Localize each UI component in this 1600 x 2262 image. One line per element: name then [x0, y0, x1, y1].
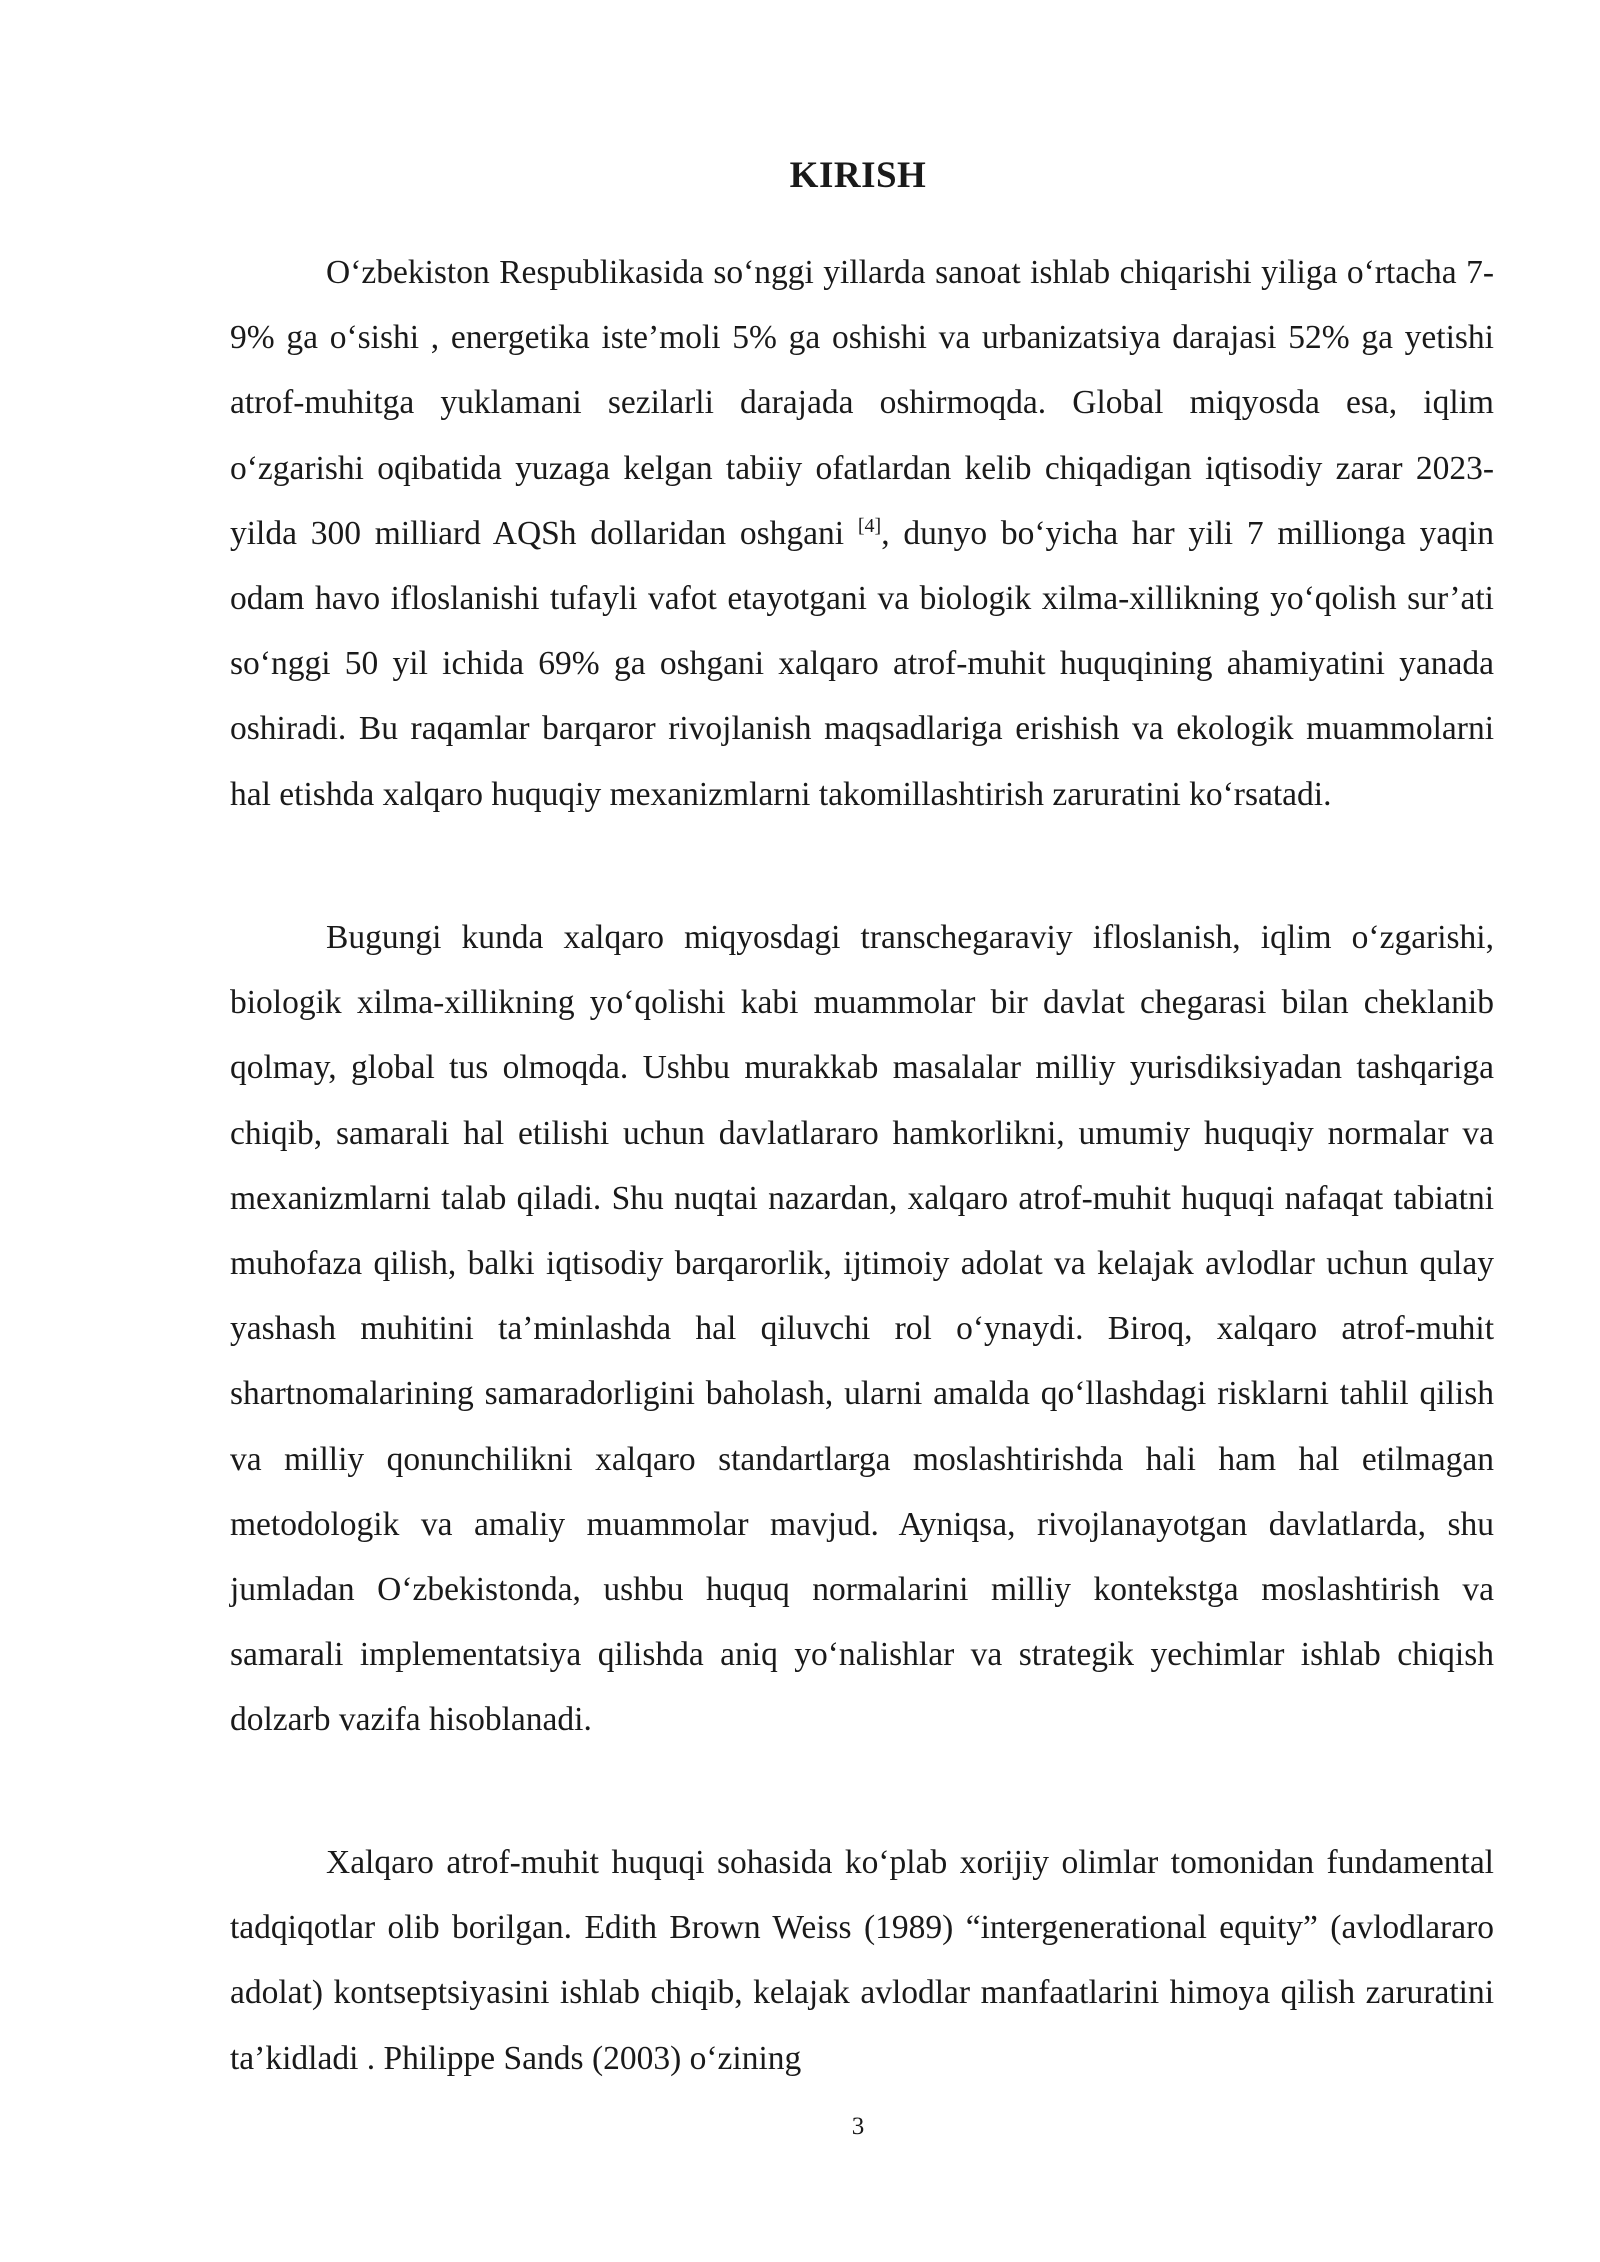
- page-number: 3: [851, 2113, 865, 2140]
- reference-marker: [4]: [857, 514, 882, 537]
- section-title: KIRISH: [789, 155, 927, 196]
- paragraph-1: [230, 240, 1494, 827]
- paragraph-1-text-b: , dunyo bo‘yicha har yili 7 millionga yaqin odam havo ifloslanishi tufayli vafot etayotgani va biologik xilma-xillikning yo‘qolish sur’ati so‘nggi 50 yil ichida 69% ga oshgani xalqaro atrof-muhit huquqining ahamiyatini yanada oshiradi. Bu raqamlar barqaror rivojlanish maqsadlariga erishish va ekologik muammolarni hal etishda xalqaro huquqiy mexanizmlarni takomillashtirish zaruratini ko‘rsatadi.: [230, 514, 1494, 813]
- paragraph-3: Xalqaro atrof-muhit huquqi sohasida ko‘plab xorijiy olimlar tomonidan fundamental tadqiqotlar olib borilgan. Edith Brown Weiss (1989) “intergenerational equity” (avlodlararo adolat) kontseptsiyasini ishlab chiqib, kelajak avlodlar manfaatlarini himoya qilish zaruratini ta’kidladi . Philippe Sands (2003) o‘zining: [230, 1844, 1494, 2077]
- paragraph-1-text-a: O‘zbekiston Respublikasida so‘nggi yillarda sanoat ishlab chiqarishi yiliga o‘rtacha 7-9% ga o‘sishi , energetika iste’moli 5% ga oshishi va urbanizatsiya darajasi 52% ga yetishi atrof-muhitga yuklamani sezilarli darajada oshirmoqda. Global miqyosda esa, iqlim o‘zgarishi oqibatida yuzaga kelgan tabiiy ofatlardan kelib chiqadigan iqtisodiy zarar 2023-yilda 300 milliard AQSh dollaridan oshgani: [230, 254, 1494, 552]
- paragraph-2: Bugungi kunda xalqaro miqyosdagi transchegaraviy ifloslanish, iqlim o‘zgarishi, biologik xilma-xillikning yo‘qolishi kabi muammolar bir davlat chegarasi bilan cheklanib qolmay, global tus olmoqda. Ushbu murakkab masalalar milliy yurisdiksiyadan tashqariga chiqib, samarali hal etilishi uchun davlatlararo hamkorlikni, umumiy huquqiy normalar va mexanizmlarni talab qiladi. Shu nuqtai nazardan, xalqaro atrof-muhit huquqi nafaqat tabiatni muhofaza qilish, balki iqtisodiy barqarorlik, ijtimoiy adolat va kelajak avlodlar uchun qulay yashash muhitini ta’minlashda hal qiluvchi rol o‘ynaydi. Biroq, xalqaro atrof-muhit shartnomalarining samaradorligini baholash, ularni amalda qo‘llashdagi risklarni tahlil qilish va milliy qonunchilikni xalqaro standartlarga moslashtirishda hali ham hal etilmagan metodologik va amaliy muammolar mavjud. Ayniqsa, rivojlanayotgan davlatlarda, shu jumladan O‘zbekistonda, ushbu huquq normalarini milliy kontekstga moslashtirish va samarali implementatsiya qilishda aniq yo‘nalishlar va strategik yechimlar ishlab chiqish dolzarb vazifa hisoblanadi.: [230, 919, 1494, 1739]
